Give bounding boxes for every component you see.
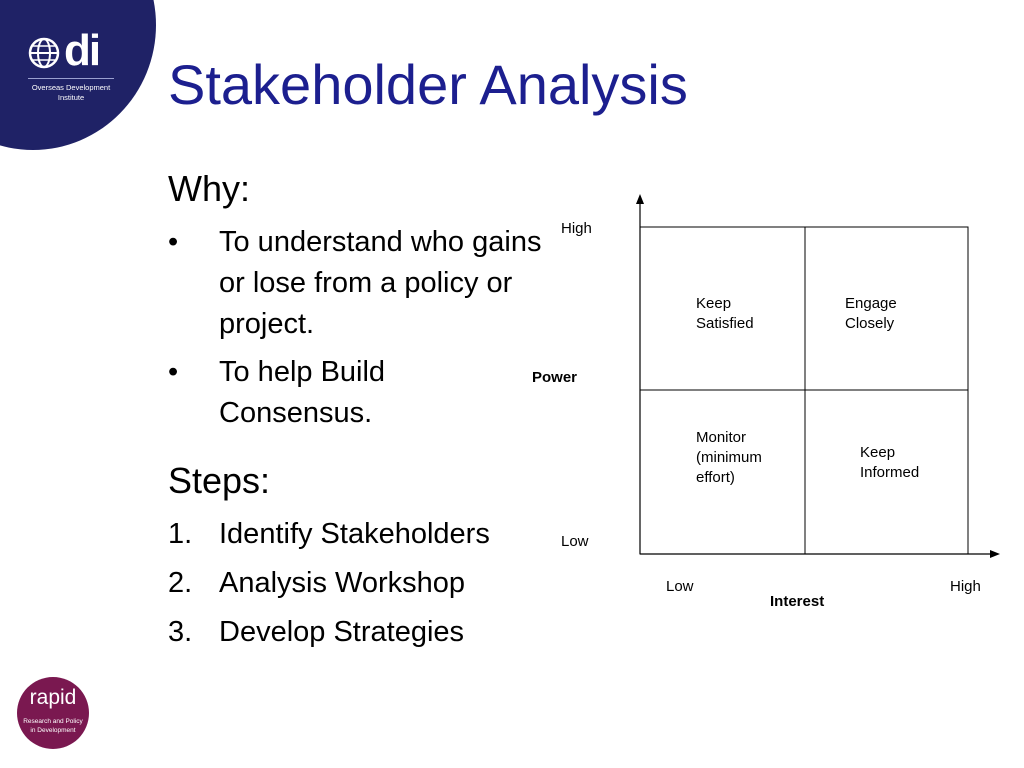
odi-divider (28, 78, 114, 79)
odi-wordmark-letters: di (64, 26, 100, 75)
steps-heading: Steps: (168, 460, 271, 501)
x-axis-low-label: Low (666, 578, 694, 595)
why-heading: Why: (168, 168, 251, 209)
rapid-tagline-line-2: in Development (30, 727, 76, 734)
y-axis-high-label: High (561, 220, 592, 237)
step-number: 3. (168, 616, 193, 648)
step-number: 2. (168, 567, 193, 599)
why-item-text: To help Build Consensus. (219, 356, 386, 429)
step-number: 1. (168, 518, 193, 550)
slide-title: Stakeholder Analysis (168, 53, 688, 116)
stakeholder-matrix (530, 190, 1010, 620)
y-axis-title: Power (532, 369, 578, 386)
quadrant-keep-satisfied: Keep Satisfied (696, 295, 754, 332)
odi-logo (20, 26, 120, 110)
y-axis-low-label: Low (561, 533, 589, 550)
step-text: Analysis Workshop (219, 567, 466, 599)
step-text: Identify Stakeholders (219, 518, 490, 550)
bullet-marker: • (168, 226, 179, 258)
rapid-tagline-line-1: Research and Policy (23, 718, 83, 725)
x-axis-high-label: High (950, 578, 981, 595)
odi-name-line-2: Institute (57, 93, 85, 102)
x-axis-title: Interest (770, 593, 825, 610)
quadrant-monitor: Monitor (minimum effort) (696, 429, 762, 486)
bullet-marker: • (168, 356, 179, 388)
odi-name-line-1: Overseas Development (31, 83, 111, 92)
quadrant-engage-closely: Engage Closely (845, 295, 897, 332)
x-axis-arrowhead (990, 550, 1000, 558)
why-item-text: To understand who gains or lose from a policy or project. (219, 226, 542, 340)
quadrant-keep-informed: Keep Informed (860, 444, 920, 481)
rapid-logo (17, 677, 89, 749)
step-text: Develop Strategies (219, 616, 465, 648)
y-axis-arrowhead (636, 194, 644, 204)
rapid-wordmark: rapid (29, 686, 77, 709)
